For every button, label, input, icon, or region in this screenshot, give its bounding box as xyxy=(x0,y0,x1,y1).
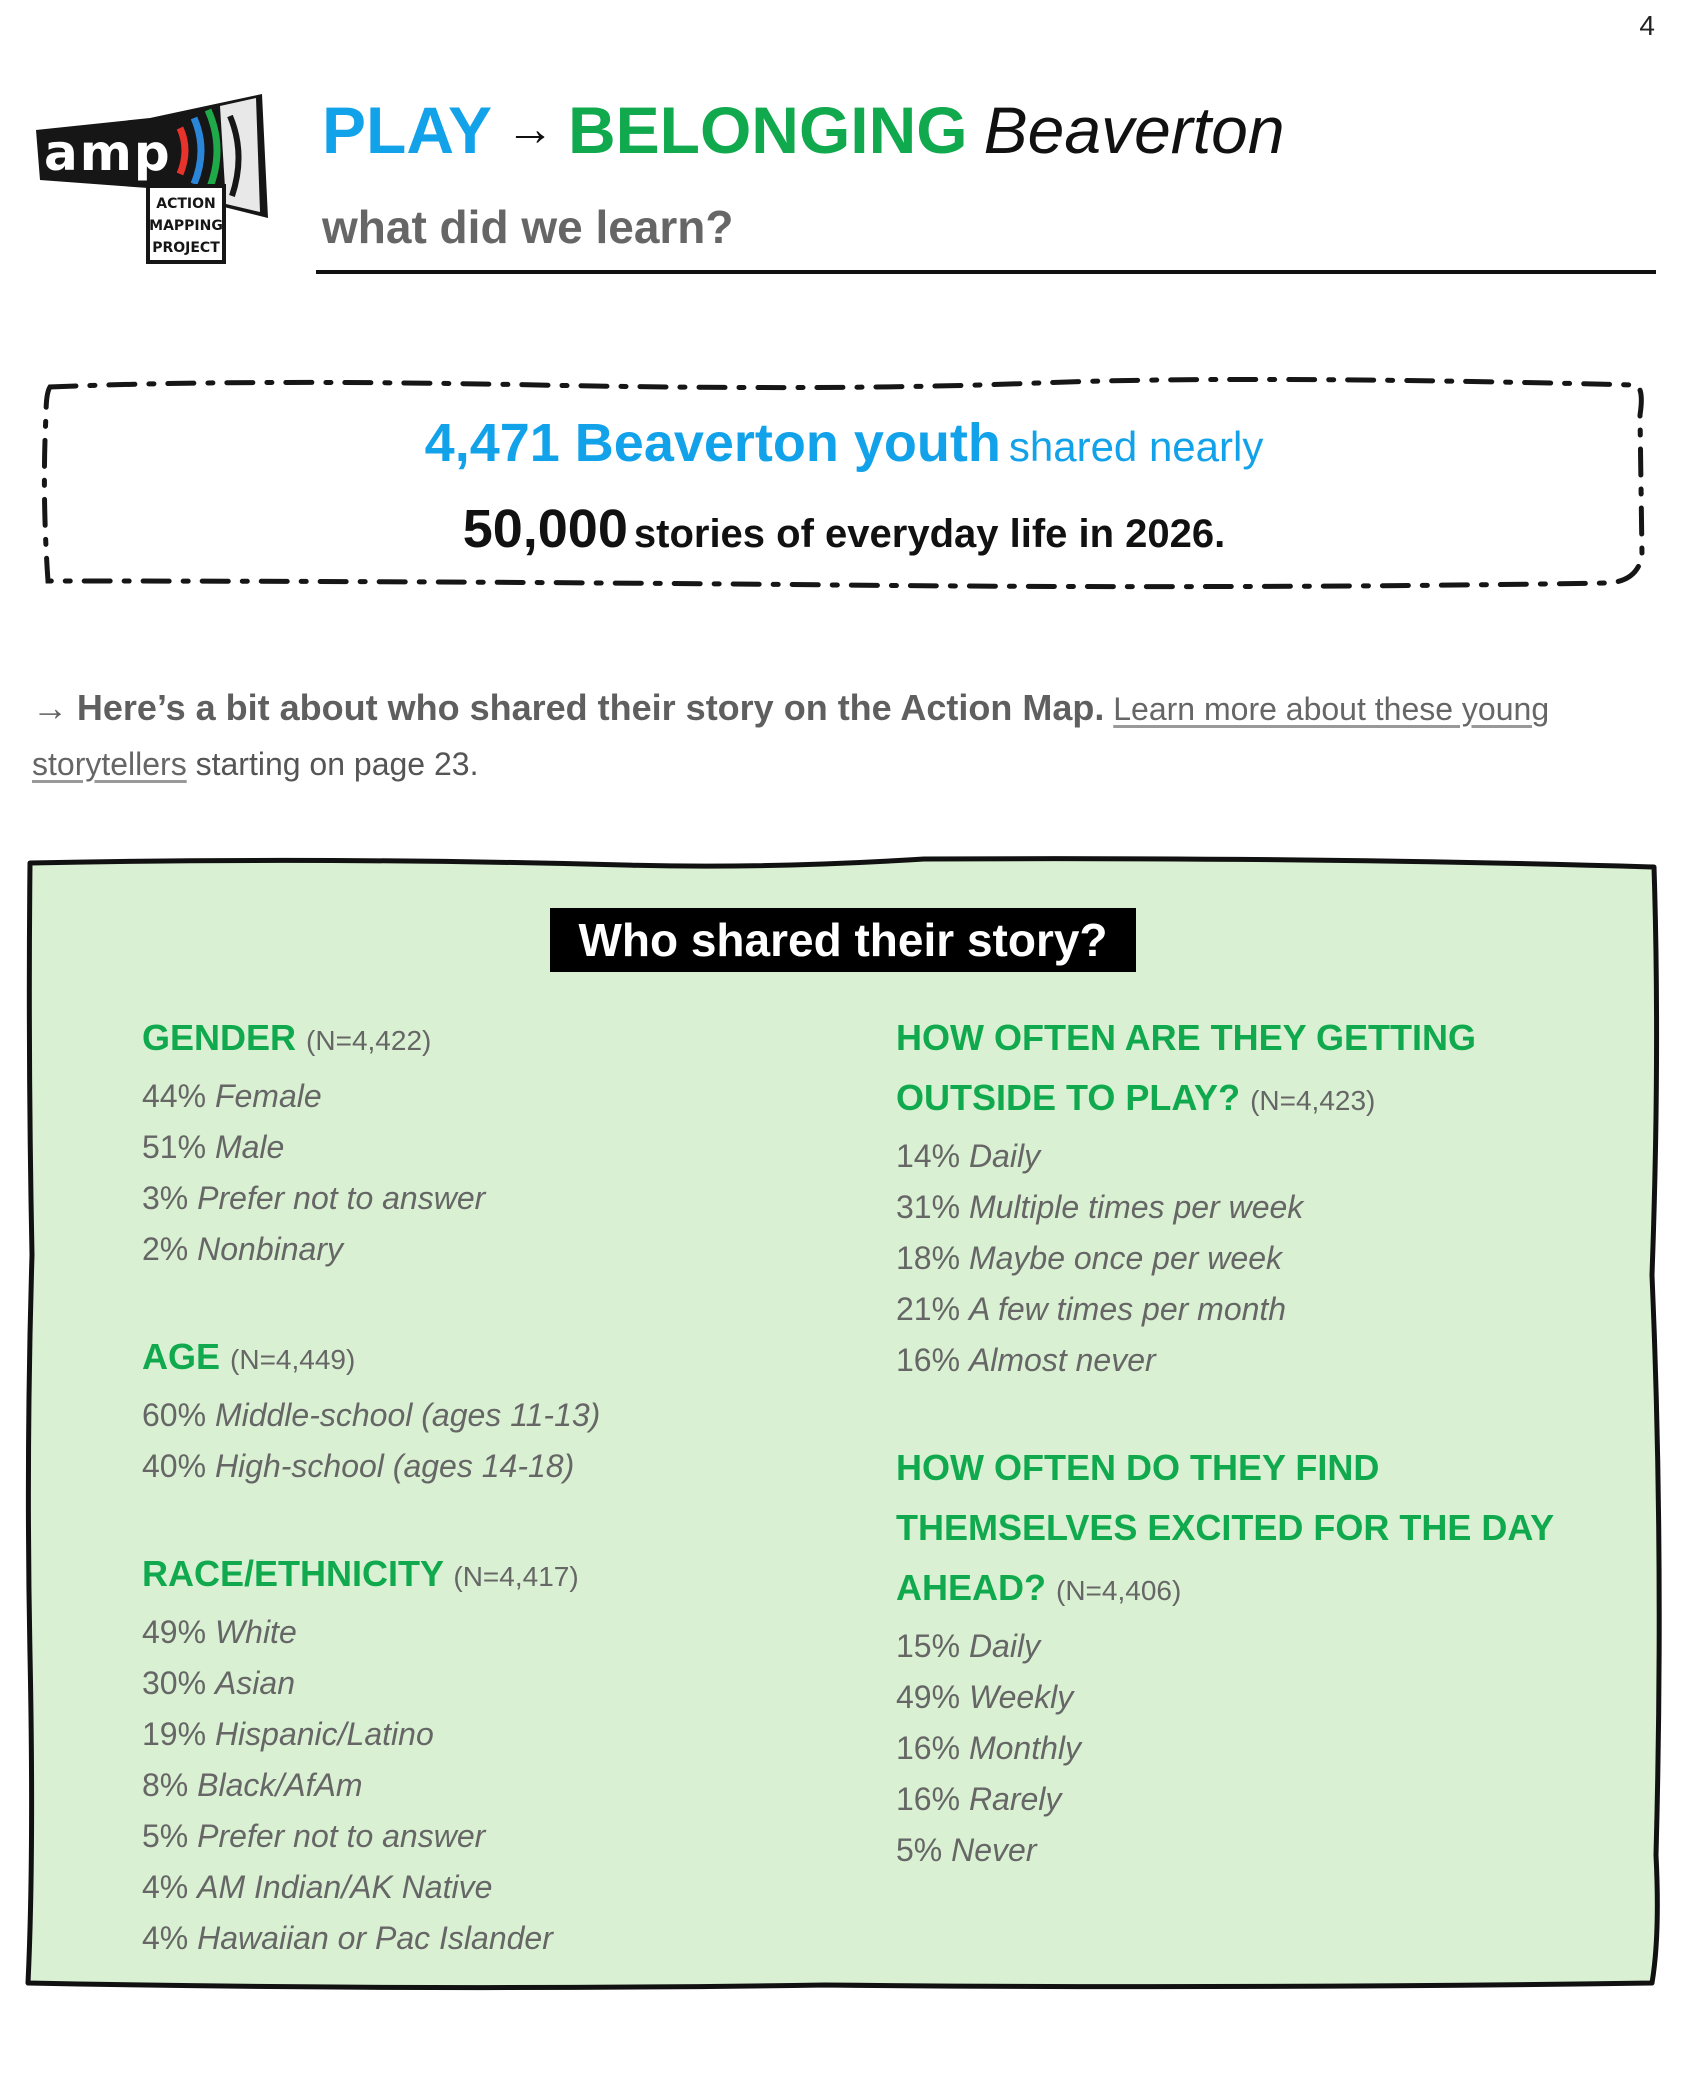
page-number: 4 xyxy=(1639,10,1655,41)
stat-percent: 30% xyxy=(142,1665,207,1701)
intro-paragraph xyxy=(32,680,1672,792)
stat-item xyxy=(896,1131,1616,1182)
section-heading-text: RACE/ETHNICITY xyxy=(142,1553,444,1594)
logo-wordmark: amp xyxy=(44,124,172,182)
stat-item xyxy=(142,1071,842,1122)
page-subtitle: what did we learn? xyxy=(322,201,734,253)
stat-item xyxy=(142,1607,842,1658)
stat-item xyxy=(142,1122,842,1173)
stat-item xyxy=(142,1173,842,1224)
stat-label: Black/AfAm xyxy=(197,1767,363,1803)
stat-item xyxy=(142,1862,842,1913)
intro-arrow-icon: → xyxy=(32,687,68,728)
stat-item xyxy=(896,1825,1616,1876)
stat-item xyxy=(142,1811,842,1862)
logo-line-mapping: MAPPING xyxy=(149,218,223,234)
section-heading xyxy=(142,1544,842,1607)
stat-percent: 40% xyxy=(142,1448,207,1484)
stat-item xyxy=(142,1709,842,1760)
stat-percent: 4% xyxy=(142,1920,189,1956)
stat-label: High-school (ages 14-18) xyxy=(214,1448,575,1484)
stat-percent: 18% xyxy=(896,1240,961,1276)
stat-section xyxy=(142,1008,842,1275)
stats-youth-count: 4,471 Beaverton youth xyxy=(424,413,1001,473)
stats-stories-text: stories of everyday life in 2026. xyxy=(633,512,1226,556)
stat-section xyxy=(896,1008,1616,1386)
stat-percent: 8% xyxy=(142,1767,189,1803)
intro-tail: starting on page 23. xyxy=(195,746,479,782)
section-heading xyxy=(142,1008,842,1071)
stat-section xyxy=(142,1544,842,1964)
stat-item xyxy=(142,1658,842,1709)
stat-section xyxy=(896,1438,1616,1876)
stat-label: Nonbinary xyxy=(197,1231,343,1267)
stat-label: Rarely xyxy=(968,1781,1062,1817)
stat-percent: 51% xyxy=(142,1129,207,1165)
panel-right-column xyxy=(896,1008,1616,1928)
page-title xyxy=(322,92,1285,168)
title-arrow-icon: → xyxy=(505,103,554,156)
stat-item xyxy=(896,1284,1616,1335)
stat-label: Daily xyxy=(968,1138,1041,1174)
learn-more-link[interactable]: Learn more about these young storytellers xyxy=(32,691,1550,782)
stat-label: Monthly xyxy=(968,1730,1081,1766)
stat-item xyxy=(896,1335,1616,1386)
stat-percent: 4% xyxy=(142,1869,189,1905)
stat-label: Almost never xyxy=(968,1342,1156,1378)
stat-item xyxy=(896,1723,1616,1774)
section-heading-line: AHEAD? xyxy=(896,1567,1046,1608)
stat-label: AM Indian/AK Native xyxy=(197,1869,493,1905)
section-heading-text: AGE xyxy=(142,1336,221,1377)
stat-label: White xyxy=(214,1614,297,1650)
stat-percent: 15% xyxy=(896,1628,961,1664)
stat-percent: 60% xyxy=(142,1397,207,1433)
header-divider xyxy=(316,270,1656,274)
stat-item xyxy=(896,1774,1616,1825)
section-heading xyxy=(896,1438,1616,1621)
stat-label: Female xyxy=(214,1078,322,1114)
stat-percent: 21% xyxy=(896,1291,961,1327)
stat-percent: 3% xyxy=(142,1180,189,1216)
stat-item xyxy=(142,1913,842,1964)
stat-item xyxy=(142,1224,842,1275)
stats-stories-line xyxy=(38,498,1650,560)
stat-percent: 19% xyxy=(142,1716,207,1752)
stat-item xyxy=(896,1233,1616,1284)
section-heading xyxy=(896,1008,1616,1131)
title-play: PLAY xyxy=(322,93,492,167)
stat-label: Weekly xyxy=(968,1679,1074,1715)
sample-size: (N=4,406) xyxy=(1056,1575,1182,1606)
logo-line-action: ACTION xyxy=(156,196,216,212)
stat-percent: 16% xyxy=(896,1342,961,1378)
stat-label: Daily xyxy=(968,1628,1041,1664)
stat-label: Prefer not to answer xyxy=(197,1180,486,1216)
section-heading-line: OUTSIDE TO PLAY? xyxy=(896,1077,1241,1118)
stat-label: Middle-school (ages 11-13) xyxy=(214,1397,601,1433)
panel-left-column xyxy=(142,1008,842,2016)
stat-percent: 5% xyxy=(896,1832,943,1868)
stat-section xyxy=(142,1327,842,1492)
sample-size: (N=4,417) xyxy=(453,1561,579,1592)
stat-label: Multiple times per week xyxy=(968,1189,1304,1225)
stat-label: A few times per month xyxy=(968,1291,1287,1327)
panel-title: Who shared their story? xyxy=(550,908,1136,972)
stat-item xyxy=(896,1182,1616,1233)
stat-percent: 14% xyxy=(896,1138,961,1174)
stat-percent: 16% xyxy=(896,1781,961,1817)
stat-percent: 31% xyxy=(896,1189,961,1225)
stat-percent: 2% xyxy=(142,1231,189,1267)
stats-shared-text: shared nearly xyxy=(1008,423,1264,470)
stat-item xyxy=(142,1390,842,1441)
amp-logo xyxy=(30,88,300,268)
section-heading-text: GENDER xyxy=(142,1017,297,1058)
stat-item xyxy=(142,1760,842,1811)
section-heading-line: HOW OFTEN ARE THEY GETTING xyxy=(896,1017,1477,1058)
title-place: Beaverton xyxy=(983,93,1285,167)
stat-item xyxy=(142,1441,842,1492)
intro-lead: Here’s a bit about who shared their story on the Action Map. xyxy=(76,687,1105,728)
stat-item xyxy=(896,1621,1616,1672)
stat-item xyxy=(896,1672,1616,1723)
section-heading-line: THEMSELVES EXCITED FOR THE DAY xyxy=(896,1507,1555,1548)
stat-label: Maybe once per week xyxy=(968,1240,1282,1276)
stats-stories-count: 50,000 xyxy=(462,499,628,559)
sample-size: (N=4,422) xyxy=(306,1025,432,1056)
stats-box-border xyxy=(38,375,1650,593)
stat-percent: 44% xyxy=(142,1078,207,1114)
stats-youth-line xyxy=(38,412,1650,474)
stat-label: Hawaiian or Pac Islander xyxy=(197,1920,553,1956)
stat-label: Male xyxy=(214,1129,285,1165)
section-heading-line: HOW OFTEN DO THEY FIND xyxy=(896,1447,1380,1488)
stat-percent: 16% xyxy=(896,1730,961,1766)
title-belonging: BELONGING xyxy=(567,93,968,167)
logo-line-project: PROJECT xyxy=(152,240,220,256)
stat-label: Asian xyxy=(214,1665,295,1701)
stat-label: Hispanic/Latino xyxy=(214,1716,434,1752)
stat-label: Never xyxy=(951,1832,1037,1868)
stat-percent: 5% xyxy=(142,1818,189,1854)
stat-percent: 49% xyxy=(142,1614,207,1650)
sample-size: (N=4,423) xyxy=(1250,1085,1376,1116)
sample-size: (N=4,449) xyxy=(230,1344,356,1375)
stat-label: Prefer not to answer xyxy=(197,1818,486,1854)
stat-percent: 49% xyxy=(896,1679,961,1715)
section-heading xyxy=(142,1327,842,1390)
